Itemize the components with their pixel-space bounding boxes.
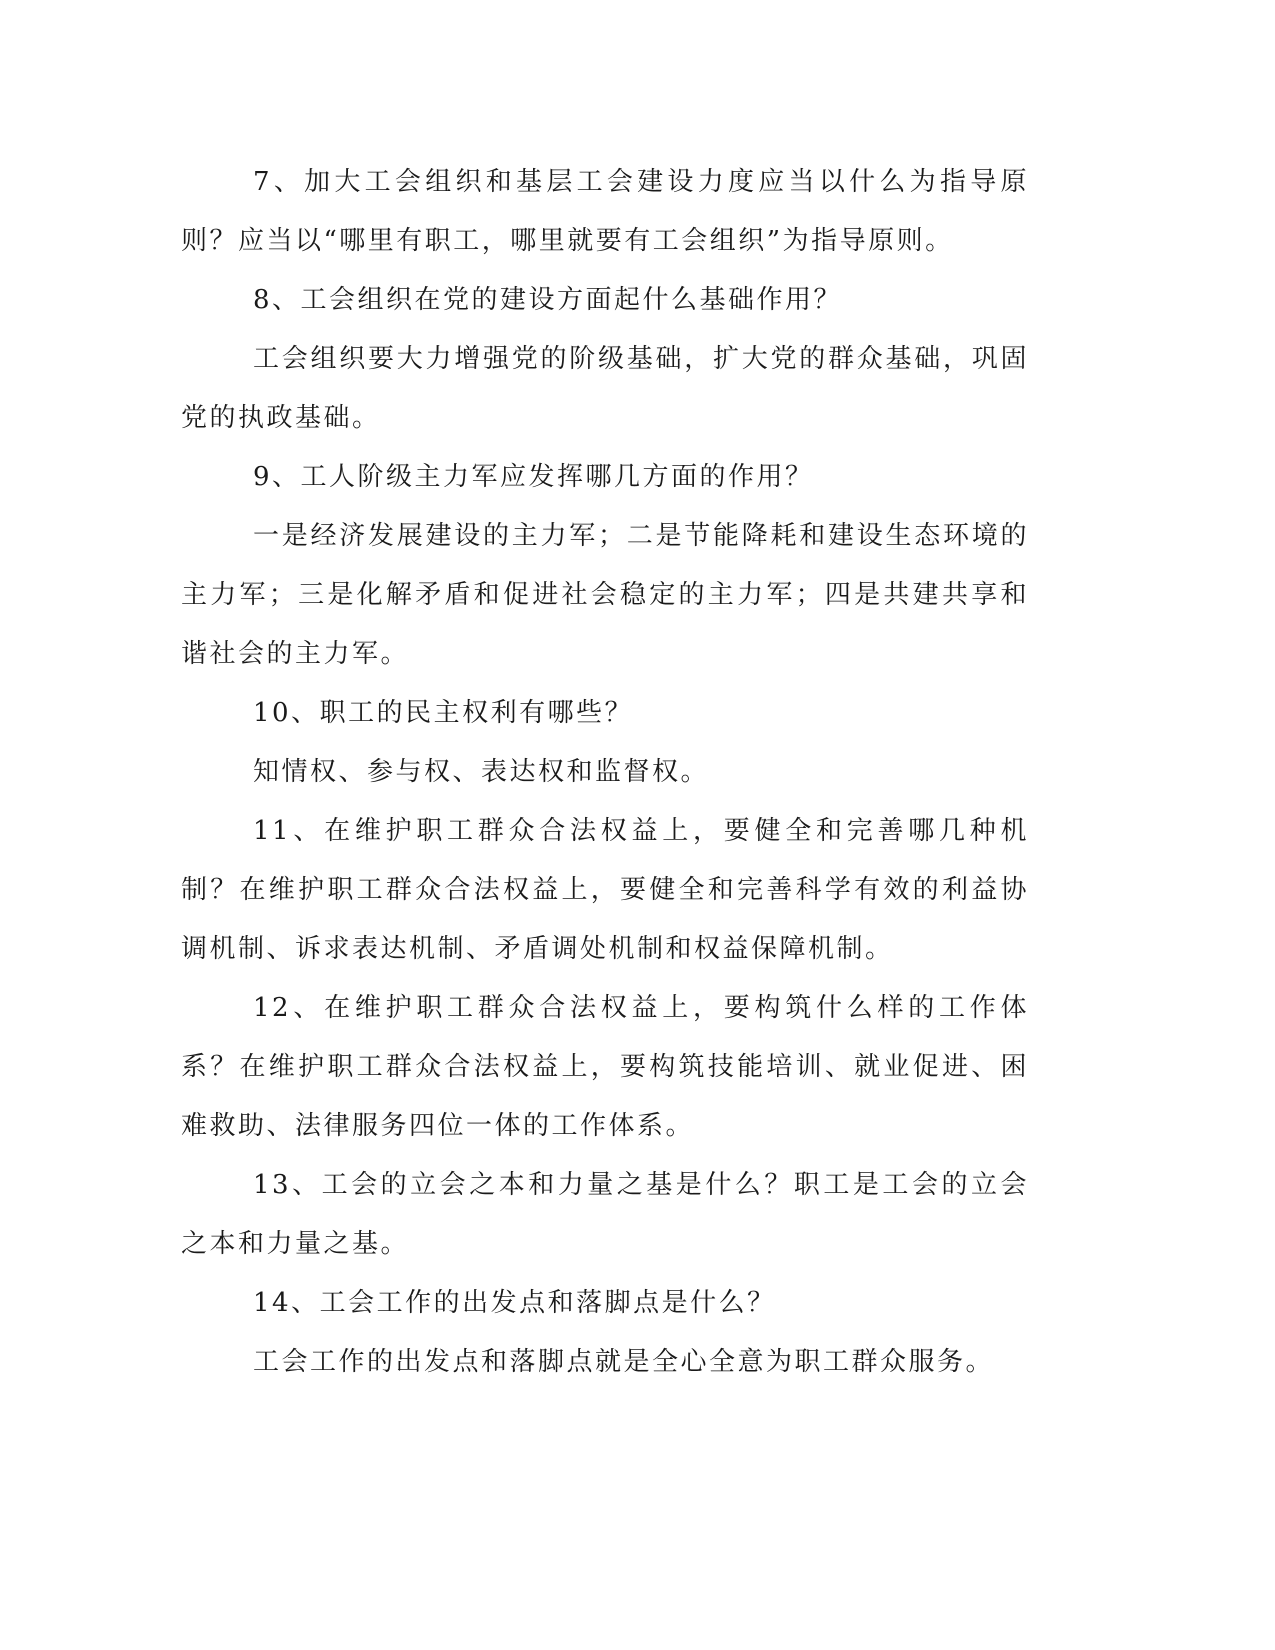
paragraph-a9: 一是经济发展建设的主力军；二是节能降耗和建设生态环境的主力军；三是化解矛盾和促进社会稳定的主力军；四是共建共享和谐社会的主力军。 bbox=[181, 521, 1029, 669]
paragraph-a14: 工会工作的出发点和落脚点就是全心全意为职工群众服务。 bbox=[253, 1347, 995, 1377]
paragraph-a10: 知情权、参与权、表达权和监督权。 bbox=[253, 757, 710, 787]
paragraph-q8: 8、工会组织在党的建设方面起什么基础作用？ bbox=[253, 285, 843, 315]
paragraph-q14: 14、工会工作的出发点和落脚点是什么？ bbox=[253, 1288, 776, 1318]
document-body bbox=[181, 153, 1029, 1392]
paragraph-q7: 7、加大工会组织和基层工会建设力度应当以什么为指导原则？应当以“哪里有职工，哪里就要有工会组织”为指导原则。 bbox=[181, 167, 1029, 256]
paragraph-q13: 13、工会的立会之本和力量之基是什么？职工是工会的立会之本和力量之基。 bbox=[181, 1170, 1029, 1259]
paragraph-q11: 11、在维护职工群众合法权益上，要健全和完善哪几种机制？在维护职工群众合法权益上，要健全和完善科学有效的利益协调机制、诉求表达机制、矛盾调处机制和权益保障机制。 bbox=[181, 816, 1029, 964]
paragraph-q10: 10、职工的民主权利有哪些？ bbox=[253, 698, 634, 728]
paragraph-a8: 工会组织要大力增强党的阶级基础，扩大党的群众基础，巩固党的执政基础。 bbox=[181, 344, 1029, 433]
paragraph-q9: 9、工人阶级主力军应发挥哪几方面的作用？ bbox=[253, 462, 814, 492]
paragraph-q12: 12、在维护职工群众合法权益上，要构筑什么样的工作体系？在维护职工群众合法权益上，要构筑技能培训、就业促进、困难救助、法律服务四位一体的工作体系。 bbox=[181, 993, 1029, 1141]
